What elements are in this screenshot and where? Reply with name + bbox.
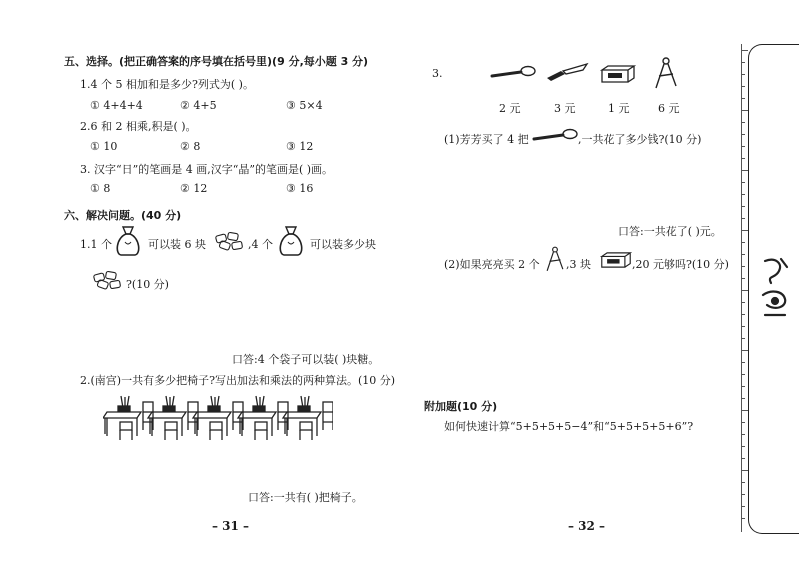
ruler-tick [741, 446, 745, 447]
ruler-tick [741, 386, 745, 387]
ruler-tick [741, 518, 745, 519]
problem-3-1-part-b: ,一共花了多少钱?(10 分) [578, 133, 702, 146]
logo-icon [757, 255, 793, 325]
ruler-tick [741, 278, 745, 279]
ruler-tick [741, 410, 748, 411]
spoon-icon [532, 127, 578, 145]
ruler-tick [741, 86, 745, 87]
problem-3-1-answer: 口答:一共花了( )元。 [618, 225, 722, 238]
price-compass: 6 元 [658, 102, 680, 115]
q2-option-1: ① 10 [90, 140, 118, 153]
ruler-tick [741, 170, 748, 171]
ruler-tick [741, 482, 745, 483]
ruler-tick [741, 230, 748, 231]
ruler-tick [741, 506, 745, 507]
ruler-tick [741, 218, 745, 219]
q3-option-2: ② 12 [180, 182, 208, 195]
ruler-tick [741, 158, 745, 159]
ruler-tick [741, 110, 748, 111]
problem-1-part-d: 可以装多少块 [310, 238, 376, 251]
price-eraser: 1 元 [608, 102, 630, 115]
q1-option-2: ② 4+5 [180, 99, 217, 112]
ruler-tick [741, 338, 745, 339]
ruler-tick [741, 494, 745, 495]
knife-icon [545, 62, 591, 82]
ruler-tick [741, 146, 745, 147]
ruler-tick [741, 398, 745, 399]
problem-1-part-a: 1.1 个 [80, 238, 112, 251]
desk-chair-icon [103, 394, 333, 444]
candy-bag-icon [276, 224, 306, 258]
problem-1-part-b: 可以装 6 块 [148, 238, 206, 251]
ruler-tick [741, 134, 745, 135]
compass-icon [652, 56, 680, 90]
price-spoon: 2 元 [499, 102, 521, 115]
ruler-tick [741, 326, 745, 327]
ruler-tick [741, 314, 745, 315]
question-2: 2.6 和 2 相乘,积是( )。 [80, 120, 197, 133]
ruler-tick [741, 374, 745, 375]
q3-option-3: ③ 16 [286, 182, 314, 195]
ruler-tick [741, 98, 745, 99]
problem-1-answer: 口答:4 个袋子可以装( )块糖。 [232, 353, 380, 366]
bonus-question: 如何快速计算“5+5+5+5−4”和“5+5+5+5+6”? [444, 420, 694, 433]
ruler-tick [741, 470, 748, 471]
q2-option-3: ③ 12 [286, 140, 314, 153]
page-number-right: – 32 – [568, 519, 606, 533]
problem-2: 2.(南宫)一共有多少把椅子?写出加法和乘法的两种算法。(10 分) [80, 374, 396, 387]
ruler-tick [741, 74, 745, 75]
ruler-tick [741, 362, 745, 363]
ruler-tick [741, 194, 745, 195]
spoon-icon [490, 64, 536, 82]
q1-option-3: ③ 5×4 [286, 99, 323, 112]
problem-3-2-part-c: ,20 元够吗?(10 分) [632, 258, 729, 271]
problem-3-number: 3. [432, 67, 443, 80]
ruler-tick [741, 266, 745, 267]
ruler-tick [741, 206, 745, 207]
problem-3-1-part-a: (1)芳芳买了 4 把 [444, 133, 529, 146]
question-3: 3. 汉字“日”的笔画是 4 画,汉字“晶”的笔画是( )画。 [80, 163, 334, 176]
candy-bag-icon [113, 224, 143, 258]
problem-1-part-e: ?(10 分) [126, 278, 169, 291]
bonus-title: 附加题(10 分) [424, 400, 498, 413]
ruler-tick [741, 242, 745, 243]
ruler-tick [741, 254, 745, 255]
price-knife: 3 元 [554, 102, 576, 115]
compass-icon [544, 243, 566, 275]
problem-2-answer: 口答:一共有( )把椅子。 [248, 491, 363, 504]
candy-icon [90, 268, 124, 292]
ruler-tick [741, 302, 745, 303]
ruler-tick [741, 290, 748, 291]
ruler-tick [741, 458, 745, 459]
ruler-tick [741, 422, 745, 423]
page-number-left: – 31 – [212, 519, 250, 533]
candy-icon [212, 229, 246, 253]
q1-option-1: ① 4+4+4 [90, 99, 143, 112]
eraser-icon [600, 251, 632, 269]
ruler-tick [741, 350, 748, 351]
eraser-icon [600, 64, 636, 84]
ruler-tick [741, 122, 745, 123]
section-6-title: 六、解决问题。(40 分) [64, 209, 182, 222]
problem-3-2-part-b: ,3 块 [566, 258, 591, 271]
ruler-tick [741, 62, 745, 63]
q2-option-2: ② 8 [180, 140, 201, 153]
q3-option-1: ① 8 [90, 182, 111, 195]
ruler-tick [741, 434, 745, 435]
problem-3-2-part-a: (2)如果亮亮买 2 个 [444, 258, 540, 271]
section-5-title: 五、选择。(把正确答案的序号填在括号里)(9 分,每小题 3 分) [64, 55, 369, 68]
question-1: 1.4 个 5 相加和是多少?列式为( )。 [80, 78, 254, 91]
ruler-tick [741, 182, 745, 183]
problem-1-part-c: ,4 个 [248, 238, 273, 251]
ruler-tick [741, 50, 748, 51]
